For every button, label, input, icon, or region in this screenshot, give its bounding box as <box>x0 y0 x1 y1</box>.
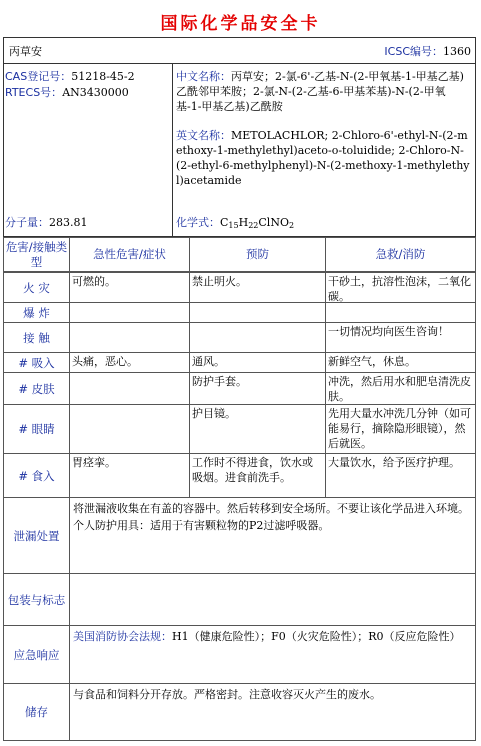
chinese-name-text: 丙草安；2-氯-6'-乙基-N-(2-甲氧基-1-甲基乙基)乙酰邻甲苯胺；2-氯-N-(2-乙基-6-甲基苯基)-N-(2-甲氧基-1-甲基乙基)乙酰胺 <box>176 70 464 113</box>
table-cell: 可燃的。 <box>69 272 190 303</box>
cas-value: 51218-45-2 <box>71 70 135 83</box>
storage-text: 与食品和饲料分开存放。严格密封。注意收容灭火产生的废水。 <box>69 683 476 741</box>
table-cell: 护目镜。 <box>189 404 326 454</box>
table-cell <box>69 372 190 405</box>
table-cell: 禁止明火。 <box>189 272 326 303</box>
hazard-type-label: # 眼睛 <box>3 404 70 454</box>
molecular-weight-row <box>5 216 88 230</box>
english-name-label: 英文名称： <box>176 129 231 142</box>
packaging-text <box>69 573 476 626</box>
hazard-type-label: 接 触 <box>3 322 70 353</box>
column-header: 急性危害/症状 <box>69 237 190 272</box>
divider <box>172 64 173 237</box>
emergency-text-block <box>69 625 476 684</box>
spill-text: 将泄漏液收集在有盖的容器中。然后转移到安全场所。不要让该化学品进入环境。个人防护用具：适用于有害颗粒物的P2过滤呼吸器。 <box>69 497 476 574</box>
table-cell: 干砂土，抗溶性泡沫，二氧化碳。 <box>325 272 476 303</box>
divider <box>3 63 476 64</box>
table-cell: 防护手套。 <box>189 372 326 405</box>
table-cell: 先用大量水冲洗几分钟（如可能易行，摘除隐形眼镜），然后就医。 <box>325 404 476 454</box>
card-title: 国际化学品安全卡 <box>160 14 321 34</box>
hazard-type-label: 爆 炸 <box>3 302 70 323</box>
formula-label: 化学式： <box>176 216 220 229</box>
column-header: 急救/消防 <box>325 237 476 272</box>
icsc-number: 1360 <box>443 45 471 58</box>
hazard-type-label: # 食入 <box>3 453 70 498</box>
table-cell <box>69 322 190 353</box>
table-cell <box>69 302 190 323</box>
formula-o-count: 2 <box>288 221 295 230</box>
table-cell: 头痛，恶心。 <box>69 352 190 373</box>
table-cell: 大量饮水，给予医疗护理。 <box>325 453 476 498</box>
cas-label: CAS登记号： <box>5 70 72 83</box>
hazard-type-label: # 皮肤 <box>3 372 70 405</box>
table-cell <box>189 322 326 353</box>
icsc-label: ICSC编号： <box>384 45 443 58</box>
table-cell: 冲洗，然后用水和肥皂清洗皮肤。 <box>325 372 476 405</box>
formula-c-count: 15 <box>228 221 239 230</box>
formula-h: H <box>238 216 249 229</box>
table-cell <box>69 404 190 454</box>
table-cell: 一切情况均向医生咨询！ <box>325 322 476 353</box>
emergency-text: H1（健康危险性）；F0（火灾危险性）；R0（反应危险性） <box>172 630 461 643</box>
chinese-name-label: 中文名称： <box>176 70 231 83</box>
emergency-prefix: 美国消防协会法规： <box>73 630 172 643</box>
rtecs-label: RTECS号： <box>5 86 63 99</box>
hazard-type-label: 火 灾 <box>3 272 70 303</box>
english-name-block <box>176 128 470 188</box>
table-cell: 工作时不得进食，饮水或吸烟。进食前洗手。 <box>189 453 326 498</box>
table-cell: 胃痉挛。 <box>69 453 190 498</box>
table-cell: 通风。 <box>189 352 326 373</box>
formula-h-count: 22 <box>248 221 259 230</box>
mw-label: 分子量： <box>5 216 49 229</box>
english-name-text: METOLACHLOR; 2-Chloro-6'-ethyl-N-(2-methoxy-1-methylethyl)aceto-o-toluidide; 2-Chloro-N-(2-ethyl-6-methylphenyl)-N-(2-methoxy-1-methylethyl)acetamide <box>176 129 470 187</box>
chemical-name: 丙草安 <box>9 45 42 58</box>
table-cell <box>325 302 476 323</box>
column-header: 预防 <box>189 237 326 272</box>
rtecs-row <box>5 86 129 100</box>
packaging-label: 包装与标志 <box>3 573 70 626</box>
chinese-name-block <box>176 69 468 114</box>
cas-row <box>5 70 135 84</box>
table-cell: 新鲜空气，休息。 <box>325 352 476 373</box>
rtecs-value: AN3430000 <box>62 86 129 99</box>
hazard-type-label: # 吸入 <box>3 352 70 373</box>
formula-row <box>176 216 294 233</box>
storage-label: 储存 <box>3 683 70 741</box>
column-header: 危害/接触类型 <box>3 237 70 272</box>
icsc-number-block <box>384 45 471 59</box>
mw-value: 283.81 <box>49 216 88 229</box>
formula-c: C <box>220 216 229 229</box>
spill-label: 泄漏处置 <box>3 497 70 574</box>
emergency-label: 应急响应 <box>3 625 70 684</box>
table-cell <box>189 302 326 323</box>
formula-rest: ClNO <box>258 216 289 229</box>
